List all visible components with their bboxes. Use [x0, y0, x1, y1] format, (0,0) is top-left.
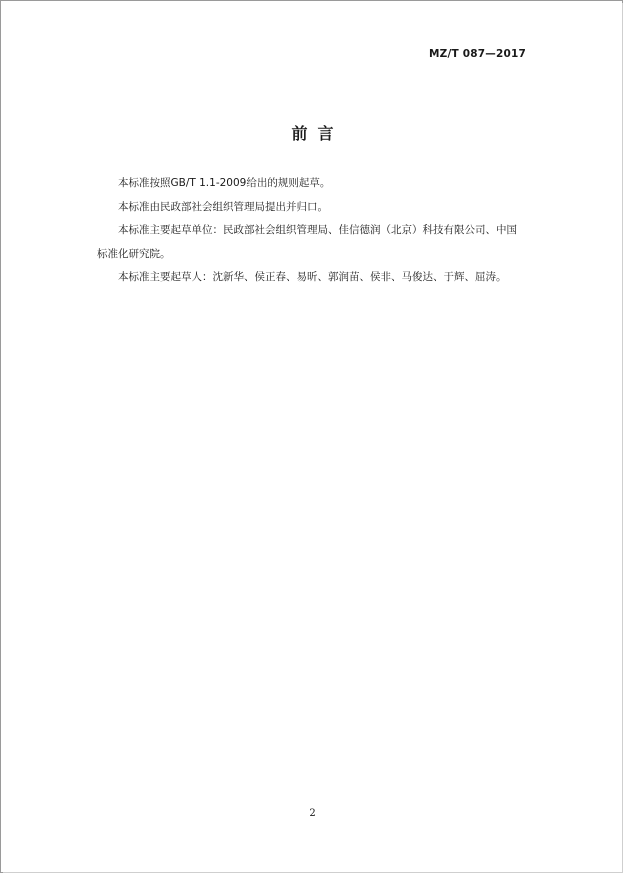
- paragraph-drafting-units: 本标准主要起草单位：民政部社会组织管理局、佳信德润（北京）科技有限公司、中国标准化研究院。: [97, 224, 517, 260]
- paragraph-drafting-rules: 本标准按照GB/T 1.1-2009给出的规则起草。: [118, 177, 331, 189]
- standard-code: MZ/T 087—2017: [429, 48, 526, 60]
- page-title: 前言: [291, 124, 344, 143]
- foreword-body: [97, 172, 527, 290]
- page-number: 2: [309, 808, 316, 819]
- paragraph-proposer: 本标准由民政部社会组织管理局提出并归口。: [118, 200, 328, 213]
- paragraph-drafters: 本标准主要起草人：沈新华、侯正春、易昕、郭润苗、侯非、马俊达、于辉、屈涛。: [118, 271, 507, 283]
